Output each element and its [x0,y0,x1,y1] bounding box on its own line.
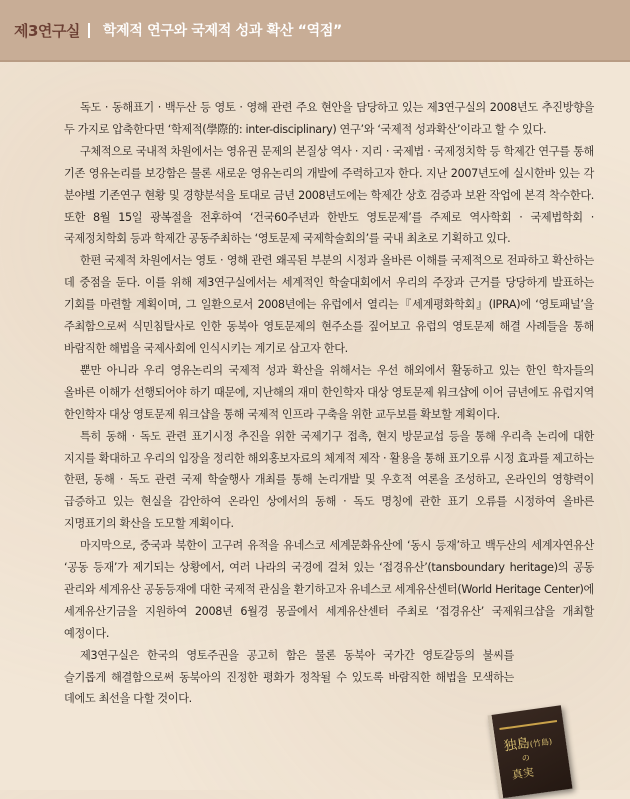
paragraph-1: 독도 · 동해표기 · 백두산 등 영토 · 영해 관련 주요 현안을 담당하고 있는 제3연구실의 2008년도 추진방향을 두 가지로 압축한다면 ‘학제적(學際的: inter-disciplinary) 연구’와 ‘국제적 성과확산’이라고 할 수 있다. [64,101,594,136]
header-divider [88,23,90,38]
book-title-main: 独島(竹島) [503,736,553,755]
paragraph-5: 특히 동해 · 독도 관련 표기시정 추진을 위한 국제기구 접촉, 현지 방문교섭 등을 통해 우리측 논리에 대한 지지를 확대하고 우리의 입장을 정리한 해외홍보자료의 체계적 제작 · 활용을 통해 표기오류 시정 효과를 제고하는 한편, 동해 · 독도 관련 국제 학술행사 개최를 통해 논리개발 및 우호적 여론을 조성하고, 온라인의 영향력이 급증하고 있는 현실을 감안하여 온라인 상에서의 동해 · 독도 명칭에 관한 표기 오류를 시정하여 올바른 지명표기의 확산을 도모할 계획이다. [64,429,594,531]
paragraph-6: 마지막으로, 중국과 북한이 고구려 유적을 유네스코 세계문화유산에 ‘동시 등재’하고 백두산의 세계자연유산 ‘공동 등재’가 제기되는 상황에서, 여러 나라의 국경에 걸쳐 있는 ‘접경유산’(tansboundary heritage)의 공동 관리와 세계유산 공동등재에 대한 국제적 관심을 환기하고자 유네스코 세계유산센터(World Heritage Center)에 세계유산기금을 지원하여 2008년 6월경 몽골에서 세계유산센터 주최로 ‘접경유산’ 국제워크샵을 개최할 예정이다. [64,539,594,640]
paragraph-7: 제3연구실은 한국의 영토주권을 공고히 함은 물론 동북아 국가간 영토갈등의 불씨를 슬기롭게 해결함으로써 동북아의 진정한 평화가 정착될 수 있도록 바람직한 해법을 모색하는 데에도 최선을 다할 것이다. [64,648,514,706]
book-cover-image [488,705,573,798]
book-title-bottom: 真実 [511,765,535,782]
paragraph-3: 한편 국제적 차원에서는 영토 · 영해 관련 왜곡된 부분의 시정과 올바른 이해를 국제적으로 전파하고 확산하는 데 중점을 둔다. 이를 위해 제3연구실에서는 세계적인 학술대회에서 우리의 주장과 근거를 당당하게 발표하는 기회를 마련할 계획이며, 그 일환으로서 2008년에는 유럽에서 열리는『세계평화학회』(IPRA)에 ‘영토패널’을 주최함으로써 식민침탈사로 인한 동북아 영토문제의 현주소를 짚어보고 유럽의 영토문제 해결 사례들을 통해 바람직한 해법을 국제사회에 인식시키는 계기로 삼고자 한다. [64,254,594,355]
book-subtitle: の [521,753,531,764]
paragraph-4: 뿐만 아니라 우리 영유논리의 국제적 성과 확산을 위해서는 우선 해외에서 활동하고 있는 한인 학자들의 올바른 이해가 선행되어야 하기 때문에, 지난해의 재미 한인학자 대상 영토문제 워크샵에 이어 금년에도 유럽지역 한인학자 대상 영토문제 워크샵을 통해 국제적 인프라 구축을 위한 교두보를 확보할 계획이다. [64,363,594,421]
section-header [0,0,630,62]
article-title: 학제적 연구와 국제적 성과 확산 “역점” [102,23,342,39]
paragraph-2: 구체적으로 국내적 차원에서는 영유권 문제의 본질상 역사 · 지리 · 국제법 · 국제정치학 등 학제간 연구를 통해 기존 영유논리를 보강함은 물론 새로운 영유논리의 개발에 주력하고자 한다. 지난 2007년도에 실시한바 있는 각 분야별 기존연구 현황 및 경향분석을 토대로 금년 2008년도에는 학제간 상호 검증과 보완 작업에 본격 착수한다. 또한 8월 15일 광복절을 전후하여 ‘건국60주년과 한반도 영토문제’를 주제로 역사학회 · 국제법학회 · 국제정치학회 등과 학제간 공동주최하는 ‘영토문제 국제학술회의’를 국내 최초로 기획하고 있다. [64,144,594,246]
section-name: 제3연구실 [14,21,80,40]
article-body [64,97,594,710]
